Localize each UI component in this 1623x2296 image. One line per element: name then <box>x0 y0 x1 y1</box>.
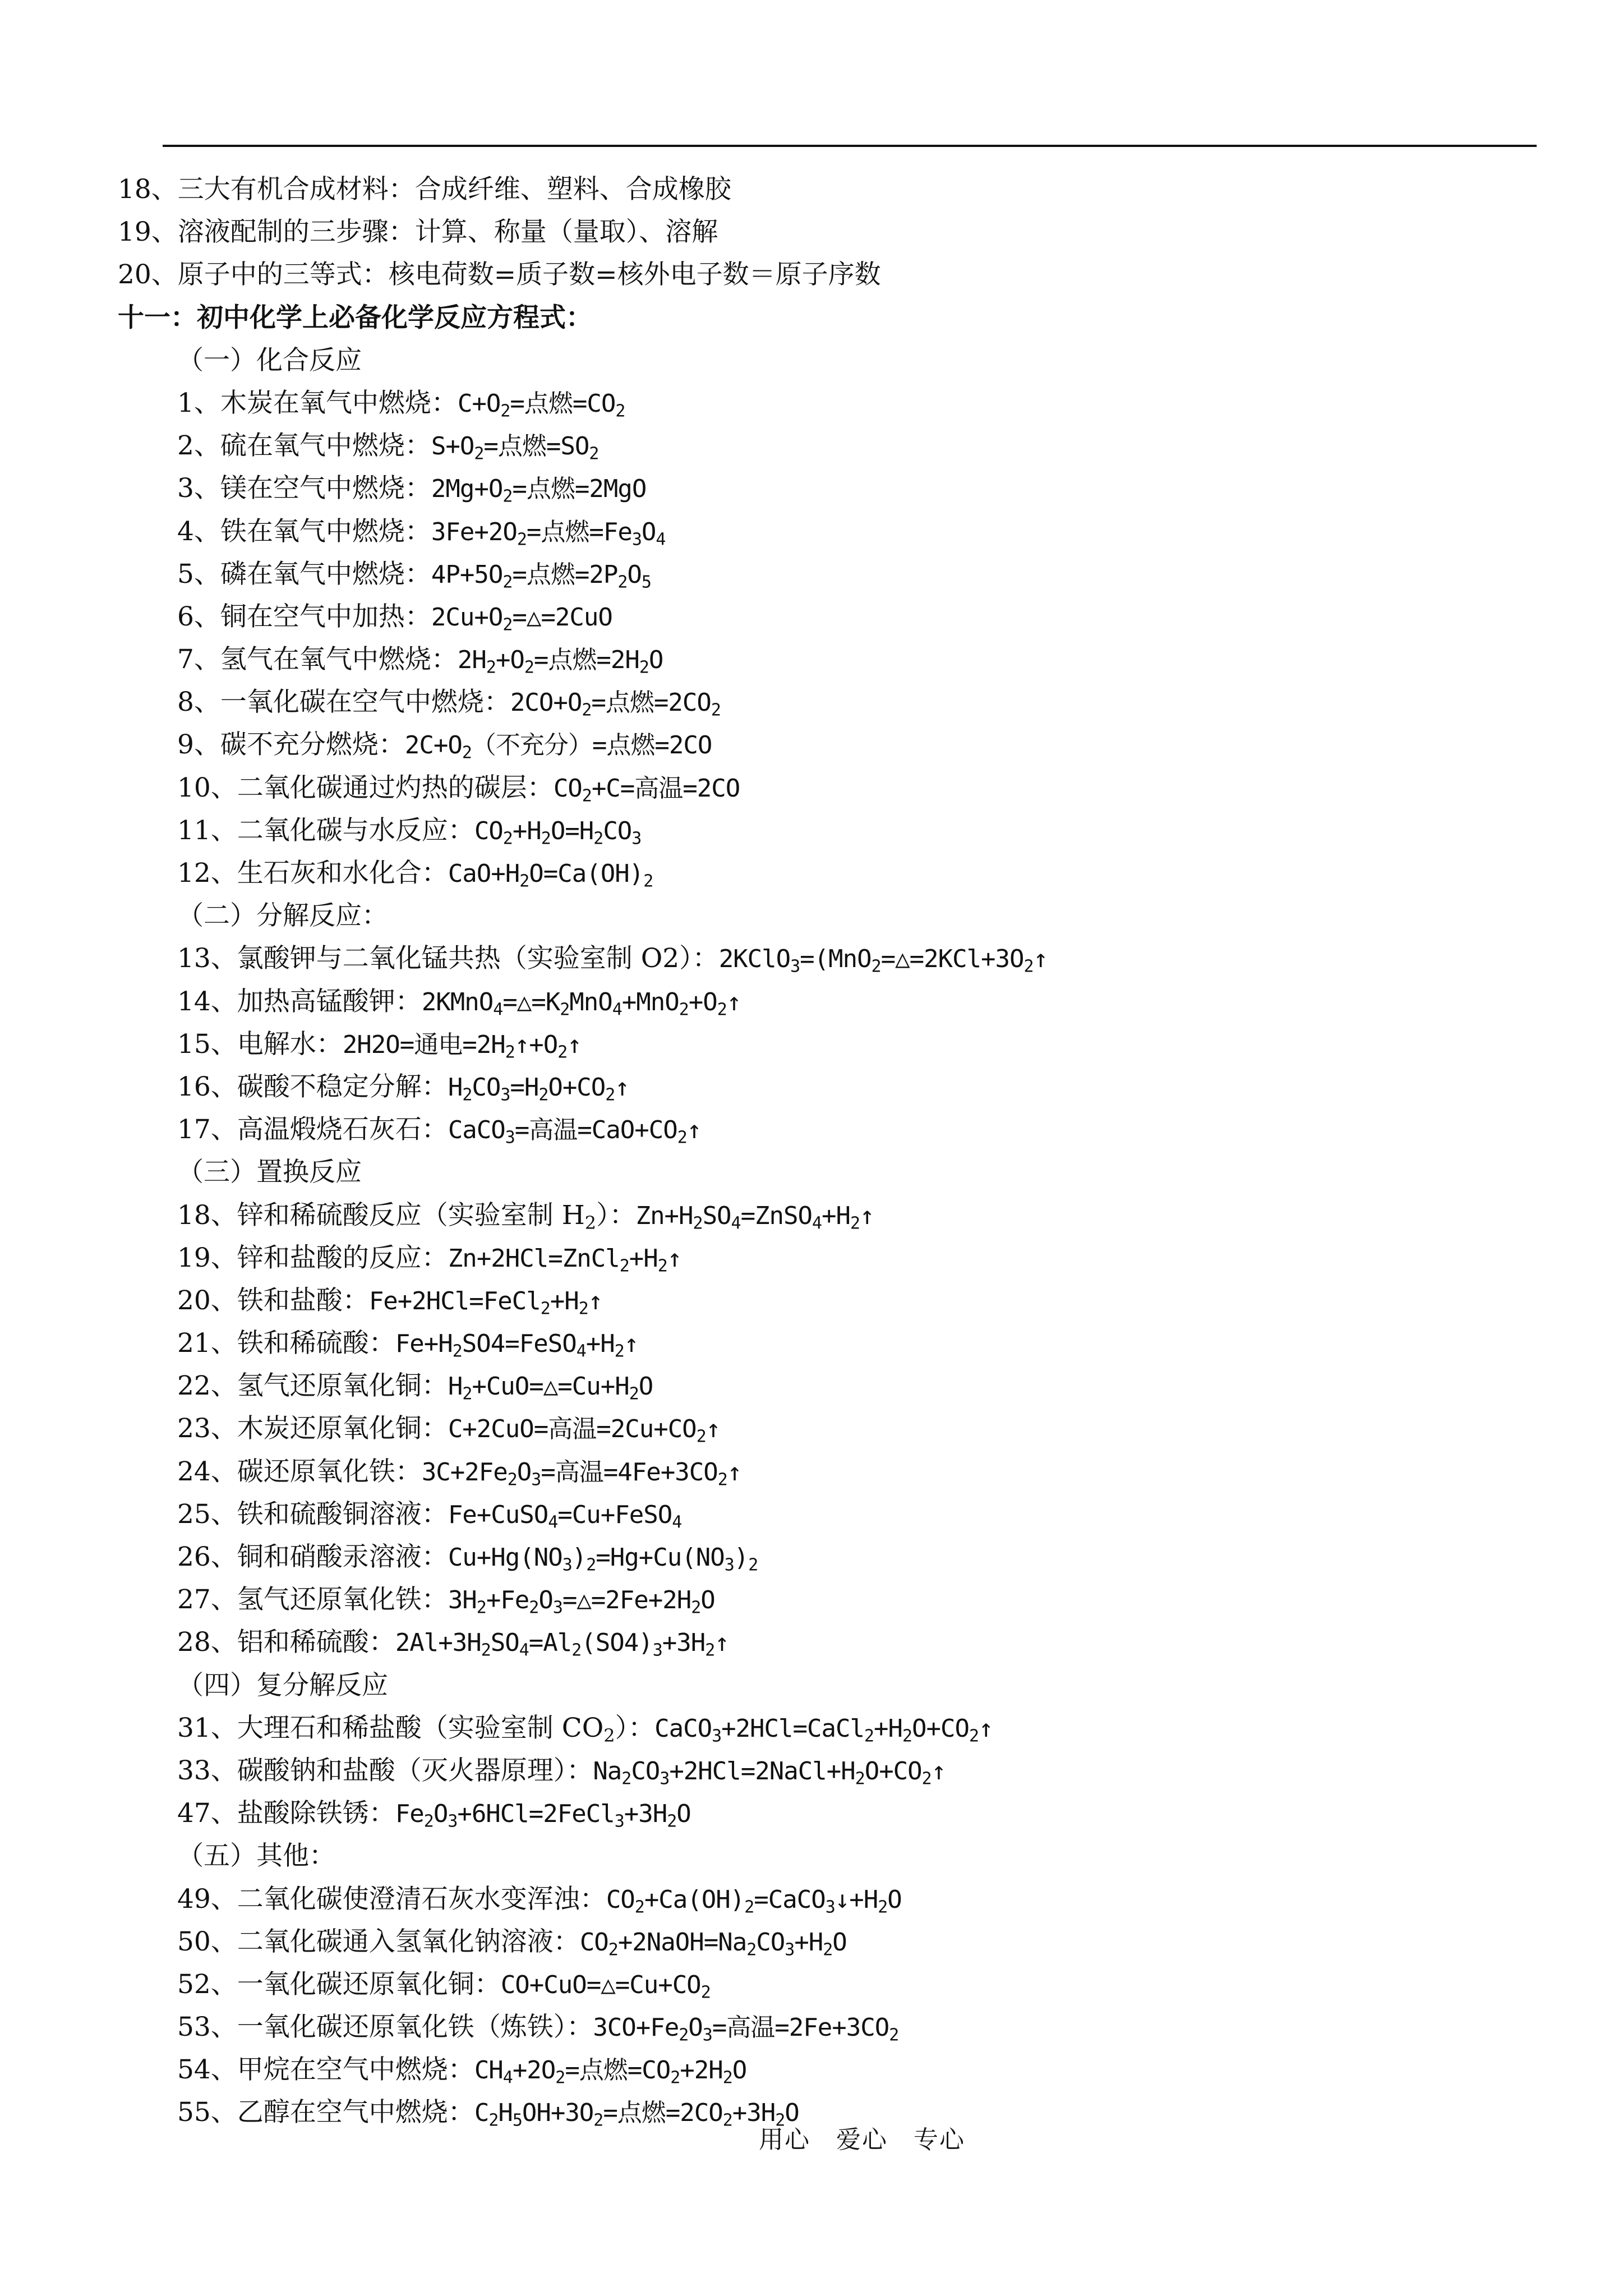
header-rule <box>163 145 1537 147</box>
text-line <box>118 1451 1553 1493</box>
text-line <box>118 1066 1553 1108</box>
text-line <box>118 168 1553 211</box>
line-label: 31、大理石和稀盐酸（实验室制 $CO_2$）： <box>177 1712 655 1746</box>
chemical-equation: $2C+O_2$（不充分）=点燃=2CO <box>404 731 712 763</box>
line-label: （四）复分解反应 <box>177 1669 388 1701</box>
chemical-equation: Fe+CuSO$_4$=Cu+FeSO$_4$ <box>448 1500 682 1533</box>
text-line <box>118 425 1553 467</box>
chemical-equation: $H_2+CuO=\triangle=Cu+H_2O$ <box>448 1372 653 1404</box>
text-line <box>118 638 1553 681</box>
line-label: 28、铝和稀硫酸： <box>177 1627 395 1658</box>
line-label: （一）化合反应 <box>177 344 362 376</box>
line-label: 8、一氧化碳在空气中燃烧： <box>177 687 510 718</box>
line-label: （三）置换反应 <box>177 1157 362 1188</box>
chemical-equation: $2KClO_3=(MnO_2=\triangle=2KCl+3O_2↑$ <box>718 945 1048 977</box>
text-line <box>118 1878 1553 1921</box>
text-line <box>118 1963 1553 2006</box>
line-label: 50、二氧化碳通入氢氧化钠溶液： <box>177 1926 580 1957</box>
text-line <box>118 1493 1553 1536</box>
chemical-equation: $2Cu+O_2=\triangle=2CuO$ <box>431 602 612 635</box>
text-line <box>118 211 1553 254</box>
chemical-equation: $3CO+Fe_2O_3=$高温$=2Fe+3CO_2$ <box>593 2013 899 2045</box>
line-label: 15、电解水： <box>177 1028 343 1060</box>
line-label: 19、锌和盐酸的反应： <box>177 1242 448 1273</box>
line-label: 20、原子中的三等式：核电荷数=质子数=核外电子数＝原子序数 <box>118 259 881 291</box>
line-label: （二）分解反应： <box>177 900 388 932</box>
chemical-equation: $3H_2+Fe_2O_3=\triangle=2Fe+2H_2O$ <box>448 1586 715 1618</box>
line-label: 9、碳不充分燃烧： <box>177 729 405 761</box>
text-line <box>118 510 1553 553</box>
text-line <box>118 809 1553 852</box>
text-line <box>118 596 1553 638</box>
line-label: 19、溶液配制的三步骤：计算、称量（量取）、溶解 <box>118 217 718 248</box>
chemical-equation: $Na_2CO_3+2HCl=2NaCl+H_2O+CO_2↑$ <box>593 1756 946 1789</box>
text-line <box>118 1536 1553 1579</box>
text-line <box>118 1835 1553 1878</box>
line-label: 49、二氧化碳使澄清石灰水变浑浊： <box>177 1883 606 1915</box>
text-line <box>118 1322 1553 1365</box>
chemical-equation: $C+O_2=$点燃$=CO_2$ <box>457 389 625 421</box>
text-line <box>118 937 1553 980</box>
section-heading <box>118 297 1553 339</box>
page-footer: 用心 爱心 专心 <box>759 2125 965 2154</box>
text-line <box>118 1407 1553 1450</box>
chemical-equation: C+2CuO=高温$=2Cu+CO_2↑$ <box>448 1415 721 1447</box>
chemical-equation: $2Al+3H_2SO_4=Al_2(SO4)_3+3H_2↑$ <box>395 1628 729 1660</box>
line-label: 2、硫在氧气中燃烧： <box>177 430 431 462</box>
text-line <box>118 2049 1553 2091</box>
line-label: 52、一氧化碳还原氧化铜： <box>177 1968 501 2000</box>
line-label: 21、铁和稀硫酸： <box>177 1328 395 1359</box>
text-line <box>118 553 1553 596</box>
chemical-equation: $Zn+H_2SO_4=ZnSO_4+H_2↑$ <box>635 1201 874 1233</box>
text-line <box>118 1664 1553 1707</box>
text-line <box>118 1792 1553 1835</box>
text-line <box>118 1108 1553 1151</box>
text-line <box>118 981 1553 1023</box>
line-label: 12、生石灰和水化合： <box>177 858 448 889</box>
chemical-equation: $CO_2+2NaOH=Na_2CO_3+H_2O$ <box>579 1927 847 1960</box>
line-label: 25、铁和硫酸铜溶液： <box>177 1498 448 1530</box>
chemical-equation: $C_2H_5OH+3O_2=$点燃$=2CO_2+3H_2O$ <box>474 2099 799 2131</box>
chemical-equation: $CO_2+Ca(OH)_2=CaCO_3↓+H_2O$ <box>606 1885 902 1917</box>
chemical-equation: $CaO+H_2O=Ca(OH)_2$ <box>448 859 653 891</box>
line-label: 24、碳还原氧化铁： <box>177 1456 422 1487</box>
line-label: 23、木炭还原氧化铜： <box>177 1413 448 1444</box>
chemical-equation: $Fe+H_2SO4=FeSO_4+H_2↑$ <box>395 1329 639 1361</box>
text-line <box>118 1151 1553 1194</box>
chemical-equation: CaCO$_3$=高温$=CaO+CO_2↑$ <box>448 1116 702 1148</box>
line-label: 4、铁在氧气中燃烧： <box>177 516 431 547</box>
text-line <box>118 2006 1553 2049</box>
text-line <box>118 1750 1553 1792</box>
chemical-equation: $2H_2+O_2=$点燃$=2H_2O$ <box>457 646 663 678</box>
text-line <box>118 895 1553 937</box>
text-line <box>118 1707 1553 1750</box>
line-label: 55、乙醇在空气中燃烧： <box>177 2097 474 2128</box>
chemical-equation: $2Mg+O_2=$点燃=2MgO <box>431 475 647 507</box>
text-line <box>118 339 1553 382</box>
line-label: 6、铜在空气中加热： <box>177 601 431 632</box>
line-label: 18、锌和稀硫酸反应（实验室制 $H_2$）： <box>177 1199 636 1234</box>
line-label: 16、碳酸不稳定分解： <box>177 1071 448 1102</box>
line-label: 11、二氧化碳与水反应： <box>177 815 474 846</box>
line-label: 47、盐酸除铁锈： <box>177 1798 395 1829</box>
text-line <box>118 1921 1553 1963</box>
text-line <box>118 1280 1553 1322</box>
text-line <box>118 681 1553 724</box>
chemical-equation: $3C+2Fe_2O_3=$高温$=4Fe+3CO_2↑$ <box>421 1457 742 1489</box>
line-label: 22、氢气还原氧化铜： <box>177 1370 448 1402</box>
chemical-equation: $H_2CO_3=H_2O+CO_2↑$ <box>448 1073 629 1105</box>
document-body <box>118 168 1553 2134</box>
text-line <box>118 467 1553 510</box>
text-line <box>118 1365 1553 1407</box>
chemical-equation: $3Fe+2O_2=$点燃$=Fe_3O_4$ <box>431 517 666 549</box>
chemical-equation: $CO_2+H_2O=H_2CO_3$ <box>474 816 642 849</box>
line-label: 20、铁和盐酸： <box>177 1285 369 1316</box>
chemical-equation: $Cu+Hg(NO_3)_2=Hg+Cu(NO_3)_2$ <box>448 1543 758 1575</box>
line-label: （五）其他： <box>177 1841 335 1872</box>
line-label: 18、三大有机合成材料：合成纤维、塑料、合成橡胶 <box>118 174 731 205</box>
chemical-equation: $CaCO_3+2HCl=CaCl_2+H_2O+CO_2↑$ <box>654 1714 993 1746</box>
line-label: 17、高温煅烧石灰石： <box>177 1114 448 1145</box>
text-line <box>118 1194 1553 1237</box>
line-label: 1、木炭在氧气中燃烧： <box>177 387 458 418</box>
text-line <box>118 724 1553 766</box>
text-line <box>118 852 1553 895</box>
line-label: 14、加热高锰酸钾： <box>177 986 422 1017</box>
chemical-equation: $CO_2+C=$高温=2CO <box>553 774 740 806</box>
line-label: 7、氢气在氧气中燃烧： <box>177 644 458 675</box>
line-label: 十一：初中化学上必备化学反应方程式： <box>118 302 592 333</box>
text-line <box>118 382 1553 425</box>
chemical-equation: $2CO+O_2=$点燃$=2CO_2$ <box>510 688 721 720</box>
line-label: 27、氢气还原氧化铁： <box>177 1584 448 1616</box>
chemical-equation: $CO+CuO=\triangle=Cu+CO_2$ <box>500 1970 711 2003</box>
chemical-equation: $Zn+2HCl=ZnCl_2+H_2↑$ <box>448 1244 682 1276</box>
line-label: 13、氯酸钾与二氧化锰共热（实验室制 O2）： <box>177 943 719 974</box>
line-label: 5、磷在氧气中燃烧： <box>177 558 431 590</box>
chemical-equation: $Fe_2O_3+6HCl=2FeCl_3+3H_2O$ <box>395 1800 691 1832</box>
line-label: 26、铜和硝酸汞溶液： <box>177 1542 448 1572</box>
line-label: 3、镁在空气中燃烧： <box>177 473 431 504</box>
line-label: 54、甲烷在空气中燃烧： <box>177 2054 474 2086</box>
chemical-equation: $CH_4+2O_2=$点燃$=CO_2+2H_2O$ <box>474 2056 747 2088</box>
chemical-equation: $4P+5O_2=$点燃$=2P_2O_5$ <box>431 560 651 592</box>
text-line <box>118 254 1553 296</box>
text-line <box>118 1621 1553 1664</box>
text-line <box>118 1579 1553 1621</box>
text-line <box>118 1237 1553 1280</box>
line-label: 33、碳酸钠和盐酸（灭火器原理）： <box>177 1755 593 1786</box>
chemical-equation: $2KMnO_4=\triangle=K_2MnO_4+MnO_2+O_2↑$ <box>421 987 741 1019</box>
chemical-equation: $S+O_2=$点燃$=SO_2$ <box>431 432 599 464</box>
chemical-equation: $Fe+2HCl=FeCl_2+H_2↑$ <box>368 1286 603 1319</box>
line-label: 53、一氧化碳还原氧化铁（炼铁）： <box>177 2012 593 2043</box>
chemical-equation: 2H2O=通电$=2H_2↑+O_2↑$ <box>342 1030 582 1062</box>
text-line <box>118 767 1553 809</box>
text-line <box>118 1023 1553 1066</box>
line-label: 10、二氧化碳通过灼热的碳层： <box>177 772 554 803</box>
